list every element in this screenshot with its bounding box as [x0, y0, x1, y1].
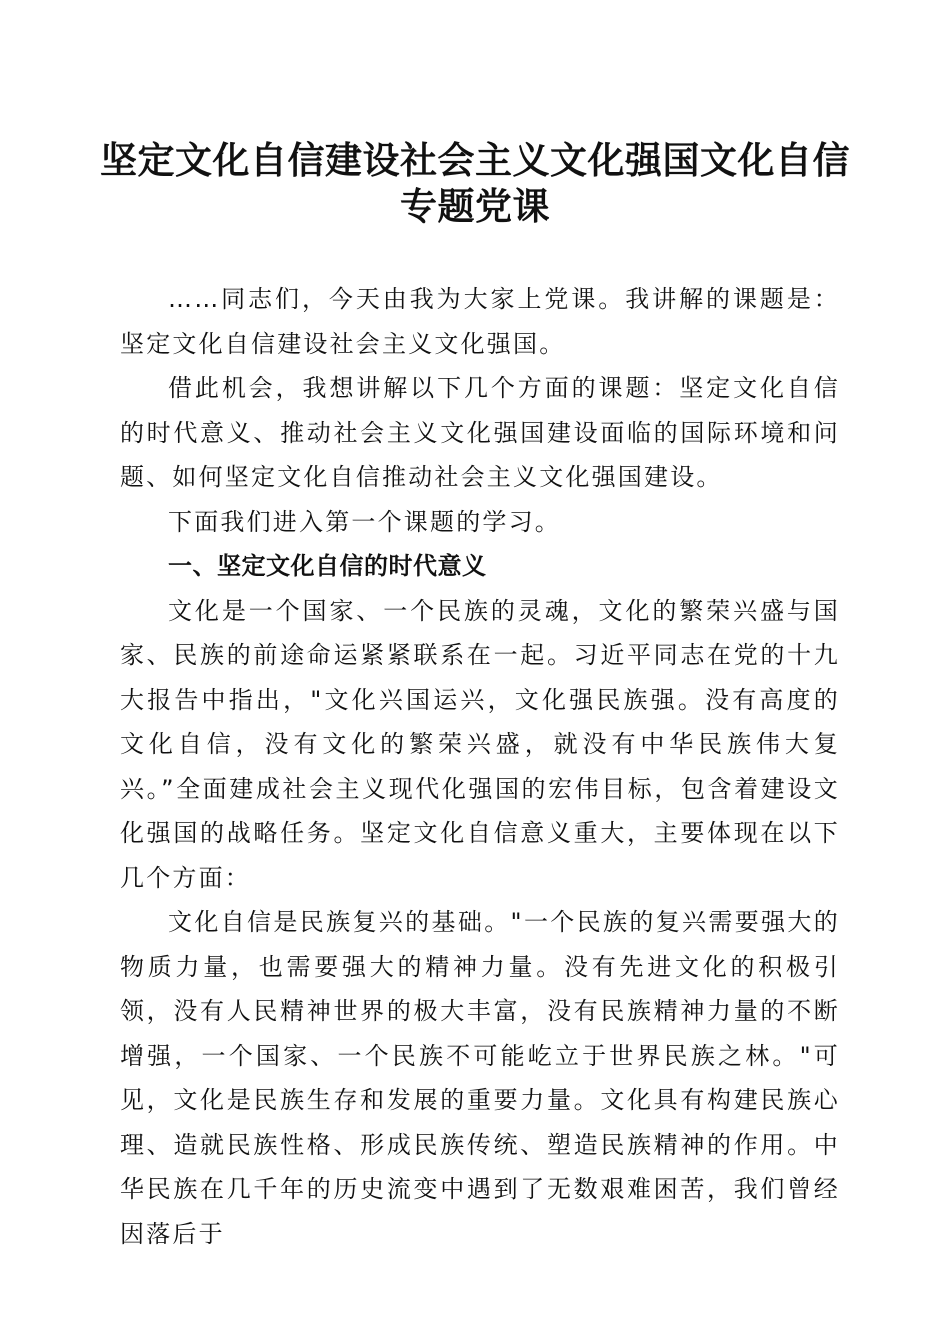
paragraph-transition: 下面我们进入第一个课题的学习。 — [168, 507, 561, 536]
document-body — [120, 277, 840, 1256]
paragraph-section1-b: 文化自信是民族复兴的基础。"一个民族的复兴需要强大的物质力量，也需要强大的精神力量。没有先进文化的积极引领，没有人民精神世界的极大丰富，没有民族精神力量的不断增强，一个国家、一个民族不可能屹立于世界民族之林。"可见，文化是民族生存和发展的重要力量。文化具有构建民族心理、造就民族性格、形成民族传统、塑造民族精神的作用。中华民族在几千年的历史流变中遇到了无数艰难困苦，我们曾经因落后于 — [120, 908, 840, 1248]
paragraph-section1-a: 文化是一个国家、一个民族的灵魂，文化的繁荣兴盛与国家、民族的前途命运紧紧联系在一起。习近平同志在党的十九大报告中指出，"文化兴国运兴，文化强民族强。没有高度的文化自信，没有文化的繁荣兴盛，就没有中华民族伟大复兴。”全面建成社会主义现代化强国的宏伟目标，包含着建设文化强国的战略任务。坚定文化自信意义重大，主要体现在以下几个方面： — [120, 596, 840, 892]
document-title-line-2: 专题党课 — [400, 184, 550, 228]
paragraph-topics: 借此机会，我想讲解以下几个方面的课题：坚定文化自信的时代意义、推动社会主义文化强国建设面临的国际环境和问题、如何坚定文化自信推动社会主义文化强国建设。 — [120, 374, 840, 491]
paragraph-intro: ……同志们，今天由我为大家上党课。我讲解的课题是：坚定文化自信建设社会主义文化强国。 — [120, 285, 840, 358]
document-title-line-1: 坚定文化自信建设社会主义文化强国文化自信 — [100, 138, 850, 182]
section-heading-1: 一、坚定文化自信的时代意义 — [168, 552, 487, 580]
